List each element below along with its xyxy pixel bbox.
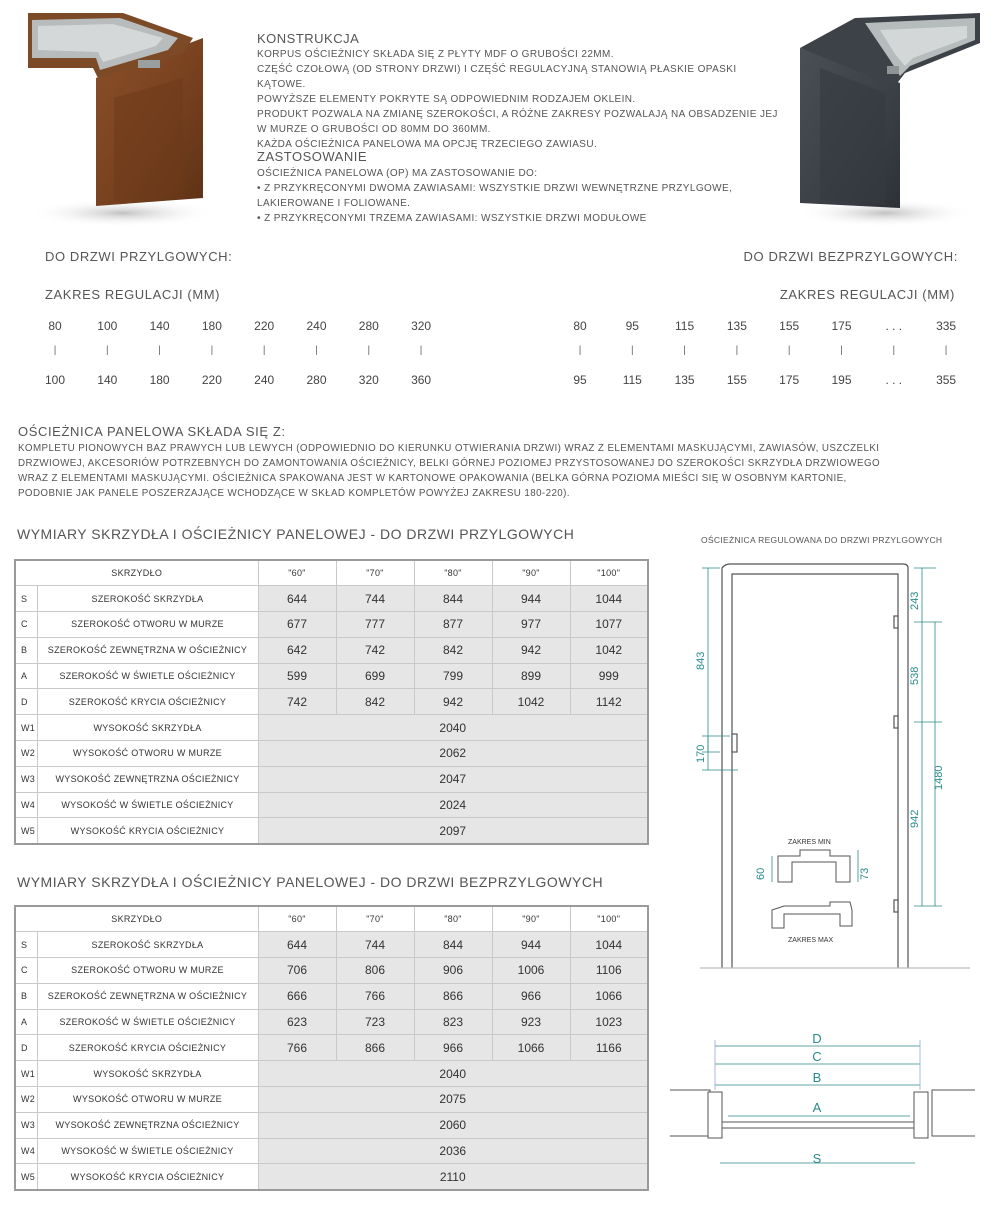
table1-title: WYMIARY SKRZYDŁA I OŚCIEŻNICY PANELOWEJ - DO DRZWI PRZYLGOWYCH — [17, 526, 575, 542]
row-label: SZEROKOŚĆ W ŚWIETLE OŚCIEŻNICY — [37, 663, 258, 689]
row-label: WYSOKOŚĆ SKRZYDŁA — [37, 1061, 258, 1087]
column-header: "90" — [492, 560, 570, 586]
range-separator: | — [262, 345, 266, 356]
cell-value: 723 — [336, 1009, 414, 1035]
range-value: 175 — [831, 319, 852, 333]
frame-photo-wood — [18, 8, 223, 233]
row-code: W4 — [15, 1138, 37, 1164]
cell-value: 806 — [336, 958, 414, 984]
cell-value: 2040 — [258, 1061, 648, 1087]
range-value: 155 — [726, 373, 747, 387]
row-label: WYSOKOŚĆ OTWORU W MURZE — [37, 1087, 258, 1113]
cell-value: 1044 — [570, 932, 648, 958]
row-label: SZEROKOŚĆ KRYCIA OŚCIEŻNICY — [37, 689, 258, 715]
table-row — [15, 932, 648, 958]
range-value: 180 — [149, 373, 170, 387]
range-value: 115 — [675, 319, 695, 333]
range-separator: | — [210, 345, 214, 356]
table-row — [15, 1009, 648, 1035]
composition-line: KOMPLETU PIONOWYCH BAZ PRAWYCH LUB LEWYCH (ODPOWIEDNIO DO KIERUNKU OTWIERANIA DRZWI) WRAZ Z ELEMENTAMI MASKUJĄCYMI, ZAWIASÓW, USZCZELKI — [18, 443, 880, 454]
range-value: 135 — [726, 319, 747, 333]
row-code: W4 — [15, 792, 37, 818]
cell-value: 744 — [336, 586, 414, 612]
column-header: "60" — [258, 906, 336, 932]
range-separator: | — [944, 345, 948, 356]
range-value: . . . — [885, 373, 903, 387]
construction-line: POWYŻSZE ELEMENTY POKRYTE SĄ ODPOWIEDNIM RODZAJEM OKLEIN. — [257, 94, 636, 105]
cell-value: 1142 — [570, 689, 648, 715]
cell-value: 2097 — [258, 818, 648, 844]
range-separator: | — [419, 345, 423, 356]
range-value: 100 — [97, 319, 118, 333]
column-header: "60" — [258, 560, 336, 586]
range-value: 220 — [201, 373, 222, 387]
dimensions-table-rebated — [14, 559, 649, 845]
column-header: "80" — [414, 906, 492, 932]
usage-title: ZASTOSOWANIE — [257, 149, 368, 164]
column-header: "70" — [336, 906, 414, 932]
row-code: C — [15, 612, 37, 638]
range-value: 320 — [358, 373, 379, 387]
column-header: SKRZYDŁO — [15, 906, 258, 932]
table-row — [15, 612, 648, 638]
row-code: B — [15, 983, 37, 1009]
construction-line: W MURZE O GRUBOŚCI OD 80MM DO 360MM. — [257, 124, 491, 135]
cell-value: 742 — [336, 637, 414, 663]
cell-value: 877 — [414, 612, 492, 638]
row-code: S — [15, 932, 37, 958]
cell-value: 899 — [492, 663, 570, 689]
row-code: S — [15, 586, 37, 612]
zakres-min-label: ZAKRES MIN — [788, 839, 831, 846]
construction-text — [257, 47, 787, 152]
cell-value: 744 — [336, 932, 414, 958]
cell-value: 706 — [258, 958, 336, 984]
row-code: W3 — [15, 1112, 37, 1138]
range-value: . . . — [885, 319, 903, 333]
row-code: C — [15, 958, 37, 984]
table-row — [15, 1035, 648, 1061]
plan-label-a: A — [812, 1100, 822, 1115]
range-value: 360 — [411, 373, 432, 387]
range-value: 320 — [411, 319, 432, 333]
zakres-max-label: ZAKRES MAX — [788, 937, 834, 944]
diagram-title: OŚCIEŻNICA REGULOWANA DO DRZWI PRZYLGOWYCH — [701, 535, 943, 545]
row-code: W2 — [15, 1087, 37, 1113]
row-code: W1 — [15, 1061, 37, 1087]
usage-line: LAKIEROWANE I FOLIOWANE. — [257, 198, 411, 209]
row-code: W5 — [15, 1164, 37, 1190]
range-separator: | — [158, 345, 161, 356]
row-label: WYSOKOŚĆ ZEWNĘTRZNA OŚCIEŻNICY — [37, 1112, 258, 1138]
right-range-label: ZAKRES REGULACJI (MM) — [779, 287, 955, 302]
row-code: W5 — [15, 818, 37, 844]
range-separator: | — [578, 345, 582, 356]
column-header: SKRZYDŁO — [15, 560, 258, 586]
cell-value: 666 — [258, 983, 336, 1009]
cell-value: 906 — [414, 958, 492, 984]
cell-value: 1106 — [570, 958, 648, 984]
range-value: 220 — [254, 319, 275, 333]
table-row — [15, 663, 648, 689]
dim-60: 60 — [755, 867, 767, 880]
cell-value: 923 — [492, 1009, 570, 1035]
range-value: 280 — [358, 319, 379, 333]
range-value: 80 — [48, 319, 62, 333]
table-row — [15, 766, 648, 792]
table-row — [15, 741, 648, 767]
cell-value: 766 — [336, 983, 414, 1009]
cell-value: 942 — [492, 637, 570, 663]
left-range-label: ZAKRES REGULACJI (MM) — [45, 287, 221, 302]
table-row — [15, 586, 648, 612]
row-label: SZEROKOŚĆ OTWORU W MURZE — [37, 612, 258, 638]
usage-line: OŚCIEŻNICA PANELOWA (OP) MA ZASTOSOWANIE DO: — [257, 168, 538, 179]
row-label: SZEROKOŚĆ ZEWNĘTRZNA W OŚCIEŻNICY — [37, 637, 258, 663]
cell-value: 699 — [336, 663, 414, 689]
left-range-bottom-row — [35, 373, 441, 387]
range-value: 240 — [306, 319, 327, 333]
construction-line: KAŻDA OŚCIEŻNICA PANELOWA MA OPCJĘ TRZECIEGO ZAWIASU. — [257, 139, 598, 150]
cell-value: 944 — [492, 932, 570, 958]
range-value: 95 — [573, 373, 587, 387]
table-row — [15, 637, 648, 663]
dim-73: 73 — [859, 867, 871, 880]
range-separator: | — [735, 345, 739, 356]
cell-value: 1066 — [492, 1035, 570, 1061]
row-code: W2 — [15, 741, 37, 767]
row-label: WYSOKOŚĆ W ŚWIETLE OŚCIEŻNICY — [37, 1138, 258, 1164]
cell-value: 644 — [258, 932, 336, 958]
usage-line: • Z PRZYKRĘCONYMI DWOMA ZAWIASAMI: WSZYSTKIE DRZWI WEWNĘTRZNE PRZYLGOWE, — [257, 183, 733, 194]
row-code: A — [15, 663, 37, 689]
cell-value: 842 — [414, 637, 492, 663]
table-row — [15, 1061, 648, 1087]
range-value: 335 — [936, 319, 957, 333]
row-label: WYSOKOŚĆ KRYCIA OŚCIEŻNICY — [37, 818, 258, 844]
column-header: "80" — [414, 560, 492, 586]
dim-243: 243 — [909, 591, 921, 610]
table-row — [15, 1164, 648, 1190]
left-range-top-row — [35, 319, 441, 333]
composition-title: OŚCIEŻNICA PANELOWA SKŁADA SIĘ Z: — [18, 424, 286, 439]
column-header: "70" — [336, 560, 414, 586]
cell-value: 1166 — [570, 1035, 648, 1061]
row-code: B — [15, 637, 37, 663]
cell-value: 644 — [258, 586, 336, 612]
construction-line: CZĘŚĆ CZOŁOWĄ (OD STRONY DRZWI) I CZĘŚĆ REGULACYJNĄ STANOWIĄ PŁASKIE OPASKI KĄTOWE. — [257, 64, 737, 90]
composition-line: PODOBNIE JAK PANELE POSZERZAJĄCE WCHODZĄCE W SKŁAD KOMPLETÓW POWYŻEJ ZAKRESU 180-220). — [18, 488, 570, 499]
row-label: WYSOKOŚĆ SKRZYDŁA — [37, 715, 258, 741]
construction-line: PRODUKT POZWALA NA ZMIANĘ SZEROKOŚCI, A RÓŻNE ZAKRESY POZWALAJĄ NA OBSADZENIE JEJ — [257, 109, 778, 120]
row-label: SZEROKOŚĆ KRYCIA OŚCIEŻNICY — [37, 1035, 258, 1061]
range-value: 175 — [779, 373, 800, 387]
right-range-bottom-row — [560, 373, 966, 387]
cell-value: 866 — [336, 1035, 414, 1061]
range-separator: | — [315, 345, 318, 356]
range-value: 135 — [674, 373, 695, 387]
table-row — [15, 1087, 648, 1113]
cell-value: 842 — [336, 689, 414, 715]
frame-plan-diagram — [670, 1030, 975, 1170]
dim-843: 843 — [695, 651, 707, 670]
cell-value: 1042 — [492, 689, 570, 715]
range-value: 240 — [254, 373, 275, 387]
row-label: SZEROKOŚĆ SKRZYDŁA — [37, 586, 258, 612]
cell-value: 599 — [258, 663, 336, 689]
range-value: 195 — [831, 373, 852, 387]
table-header-row — [15, 906, 648, 932]
cell-value: 1042 — [570, 637, 648, 663]
dimensions-table-flush — [14, 905, 649, 1191]
row-code: D — [15, 689, 37, 715]
row-label: SZEROKOŚĆ ZEWNĘTRZNA W OŚCIEŻNICY — [37, 983, 258, 1009]
dim-170: 170 — [695, 744, 707, 763]
dim-1480: 1480 — [933, 765, 945, 790]
cell-value: 999 — [570, 663, 648, 689]
right-range-separators — [560, 345, 966, 356]
table-row — [15, 715, 648, 741]
plan-label-b: B — [812, 1070, 822, 1085]
cell-value: 777 — [336, 612, 414, 638]
cell-value: 2075 — [258, 1087, 648, 1113]
cell-value: 1023 — [570, 1009, 648, 1035]
row-code: A — [15, 1009, 37, 1035]
range-separator: | — [105, 345, 109, 356]
range-separator: | — [53, 345, 57, 356]
cell-value: 942 — [414, 689, 492, 715]
frame-photo-grey — [795, 8, 985, 233]
dim-538: 538 — [909, 666, 921, 685]
cell-value: 2040 — [258, 715, 648, 741]
plan-label-c: C — [812, 1049, 822, 1064]
cell-value: 2047 — [258, 766, 648, 792]
plan-label-s: S — [812, 1151, 822, 1166]
range-value: 95 — [625, 319, 639, 333]
plan-label-d: D — [812, 1031, 822, 1046]
usage-line: • Z PRZYKRĘCONYMI TRZEMA ZAWIASAMI: WSZYSTKIE DRZWI MODUŁOWE — [257, 213, 647, 224]
row-label: SZEROKOŚĆ W ŚWIETLE OŚCIEŻNICY — [37, 1009, 258, 1035]
left-range-separators — [35, 345, 441, 356]
table-row — [15, 1112, 648, 1138]
cell-value: 766 — [258, 1035, 336, 1061]
row-label: WYSOKOŚĆ KRYCIA OŚCIEŻNICY — [37, 1164, 258, 1190]
composition-line: WRAZ Z ELEMENTAMI MASKUJĄCYMI. OŚCIEŻNICA SPAKOWANA JEST W KARTONOWE OPAKOWANIA (BELKA GÓRNA POZIOMA MIEŚCI SIĘ W OSOBNYM KARTONIE, — [18, 473, 847, 484]
right-range-title: DO DRZWI BEZPRZYLGOWYCH: — [743, 249, 958, 264]
cell-value: 2024 — [258, 792, 648, 818]
table-row — [15, 983, 648, 1009]
cell-value: 1077 — [570, 612, 648, 638]
column-header: "100" — [570, 560, 648, 586]
table-row — [15, 818, 648, 844]
range-value: 140 — [97, 373, 118, 387]
range-value: 280 — [306, 373, 327, 387]
range-value: 140 — [149, 319, 170, 333]
cell-value: 844 — [414, 932, 492, 958]
range-value: 115 — [622, 373, 642, 387]
range-value: 355 — [936, 373, 957, 387]
cell-value: 677 — [258, 612, 336, 638]
cell-value: 2062 — [258, 741, 648, 767]
cell-value: 642 — [258, 637, 336, 663]
cell-value: 823 — [414, 1009, 492, 1035]
range-separator: | — [787, 345, 791, 356]
range-separator: | — [892, 345, 896, 356]
table2-title: WYMIARY SKRZYDŁA I OŚCIEŻNICY PANELOWEJ - DO DRZWI BEZPRZYLGOWYCH — [17, 874, 604, 890]
row-label: SZEROKOŚĆ SKRZYDŁA — [37, 932, 258, 958]
right-range-top-row — [560, 319, 966, 333]
row-code: D — [15, 1035, 37, 1061]
table-row — [15, 958, 648, 984]
cell-value: 966 — [492, 983, 570, 1009]
cell-value: 1006 — [492, 958, 570, 984]
cell-value: 944 — [492, 586, 570, 612]
table-row — [15, 689, 648, 715]
range-value: 80 — [573, 319, 587, 333]
column-header: "100" — [570, 906, 648, 932]
cell-value: 977 — [492, 612, 570, 638]
range-separator: | — [683, 345, 686, 356]
row-label: SZEROKOŚĆ OTWORU W MURZE — [37, 958, 258, 984]
frame-elevation-diagram — [680, 550, 980, 980]
cell-value: 866 — [414, 983, 492, 1009]
table-row — [15, 792, 648, 818]
column-header: "90" — [492, 906, 570, 932]
cell-value: 2036 — [258, 1138, 648, 1164]
cell-value: 1044 — [570, 586, 648, 612]
cell-value: 2110 — [258, 1164, 648, 1190]
cell-value: 844 — [414, 586, 492, 612]
range-separator: | — [840, 345, 843, 356]
cell-value: 966 — [414, 1035, 492, 1061]
row-code: W1 — [15, 715, 37, 741]
cell-value: 742 — [258, 689, 336, 715]
row-label: WYSOKOŚĆ W ŚWIETLE OŚCIEŻNICY — [37, 792, 258, 818]
range-separator: | — [367, 345, 371, 356]
cell-value: 623 — [258, 1009, 336, 1035]
row-label: WYSOKOŚĆ OTWORU W MURZE — [37, 741, 258, 767]
cell-value: 2060 — [258, 1112, 648, 1138]
construction-line: KORPUS OŚCIEŻNICY SKŁADA SIĘ Z PŁYTY MDF O GRUBOŚCI 22MM. — [257, 49, 614, 60]
construction-title: KONSTRUKCJA — [257, 31, 360, 46]
range-separator: | — [630, 345, 634, 356]
left-range-title: DO DRZWI PRZYLGOWYCH: — [45, 249, 233, 264]
range-value: 100 — [44, 373, 66, 387]
row-label: WYSOKOŚĆ ZEWNĘTRZNA OŚCIEŻNICY — [37, 766, 258, 792]
usage-text — [257, 166, 787, 226]
range-value: 155 — [779, 319, 800, 333]
table-header-row — [15, 560, 648, 586]
dim-942: 942 — [909, 809, 921, 828]
cell-value: 799 — [414, 663, 492, 689]
range-value: 180 — [201, 319, 222, 333]
table-row — [15, 1138, 648, 1164]
row-code: W3 — [15, 766, 37, 792]
cell-value: 1066 — [570, 983, 648, 1009]
composition-line: DRZWIOWEJ, AKCESORIÓW POTRZEBNYCH DO ZAMONTOWANIA OŚCIEŻNICY, BELKI GÓRNEJ POZIOMEJ PRZYSTOSOWANEJ DO SZEROKOŚCI SKRZYDŁA DRZWIOWEGO — [18, 458, 881, 469]
composition-text — [18, 441, 918, 501]
